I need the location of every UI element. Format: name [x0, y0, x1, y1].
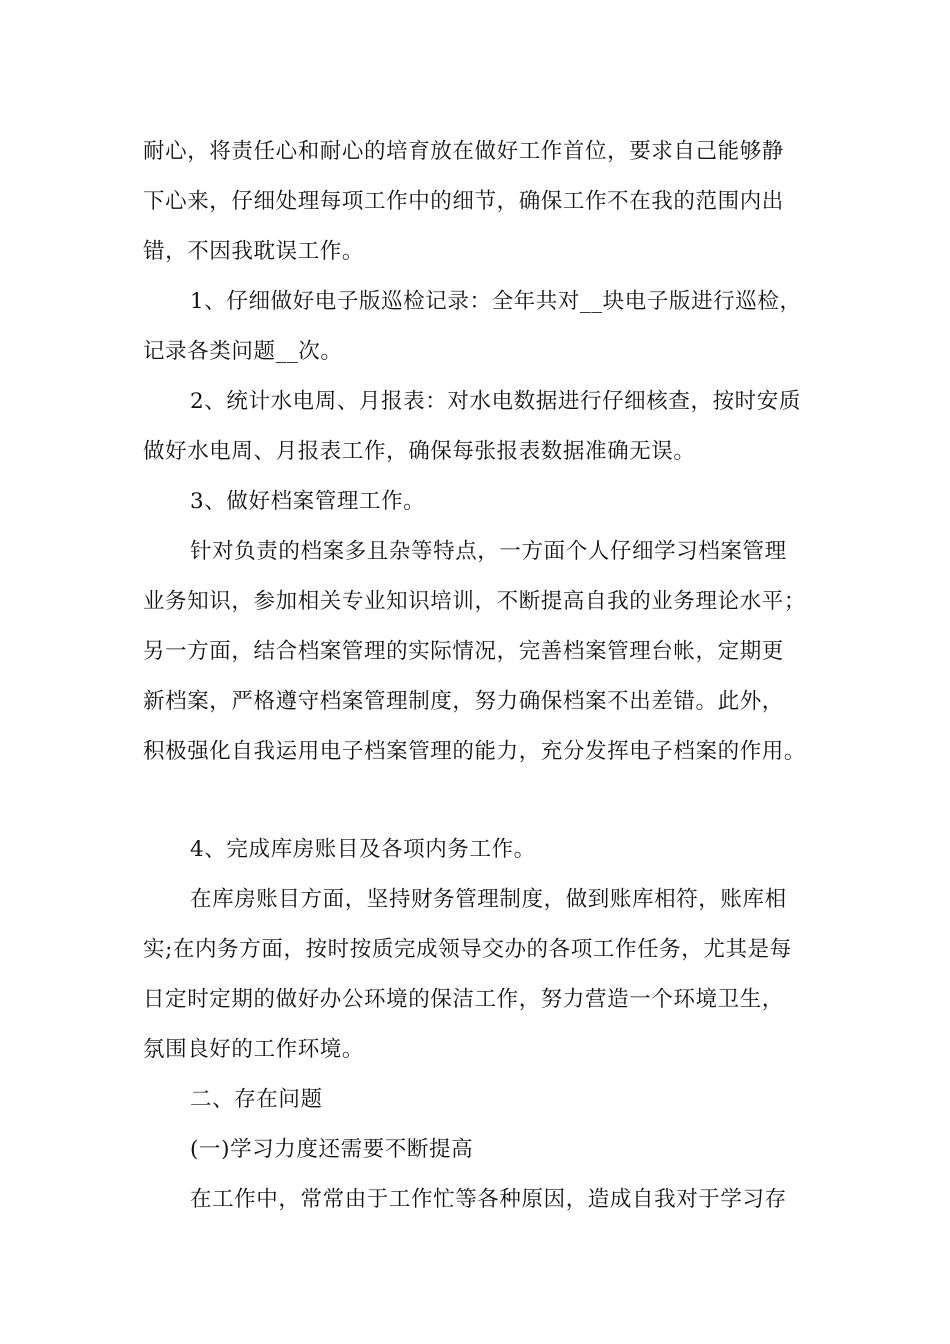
- list-item-3: 3、做好档案管理工作。: [190, 489, 426, 514]
- text-line: 记录各类问题__次。: [143, 339, 343, 364]
- paragraph-start: 在库房账目方面，坚持财务管理制度，做到账库相符，账库相: [190, 887, 787, 912]
- text-line: 错，不因我耽误工作。: [143, 239, 365, 264]
- text-line: 氛围良好的工作环境。: [143, 1037, 365, 1062]
- text-line: 下心来，仔细处理每项工作中的细节，确保工作不在我的范围内出: [143, 189, 784, 214]
- paragraph-start: 在工作中，常常由于工作忙等各种原因，造成自我对于学习存: [190, 1187, 787, 1212]
- text-line: 新档案，严格遵守档案管理制度，努力确保档案不出差错。此外，: [143, 689, 784, 714]
- text-line: 积极强化自我运用电子档案管理的能力，充分发挥电子档案的作用。: [143, 739, 807, 764]
- section-heading: 二、存在问题: [190, 1087, 323, 1112]
- paragraph-start: 针对负责的档案多且杂等特点，一方面个人仔细学习档案管理: [190, 539, 787, 564]
- text-line: 做好水电周、月报表工作，确保每张报表数据准确无误。: [143, 439, 696, 464]
- text-line: 耐心，将责任心和耐心的培育放在做好工作首位，要求自己能够静: [143, 139, 784, 164]
- list-item-4: 4、完成库房账目及各项内务工作。: [190, 837, 536, 862]
- text-line: 另一方面，结合档案管理的实际情况，完善档案管理台帐，定期更: [143, 639, 784, 664]
- text-line: 业务知识，参加相关专业知识培训，不断提高自我的业务理论水平；: [143, 589, 807, 614]
- text-line: 日定时定期的做好办公环境的保洁工作，努力营造一个环境卫生，: [143, 987, 784, 1012]
- subsection-heading: (一)学习力度还需要不断提高: [190, 1137, 474, 1162]
- text-line: 实;在内务方面，按时按质完成领导交办的各项工作任务，尤其是每: [143, 937, 792, 962]
- list-item-1: 1、仔细做好电子版巡检记录：全年共对__块电子版进行巡检，: [190, 289, 802, 314]
- list-item-2: 2、统计水电周、月报表：对水电数据进行仔细核查，按时安质: [190, 389, 801, 414]
